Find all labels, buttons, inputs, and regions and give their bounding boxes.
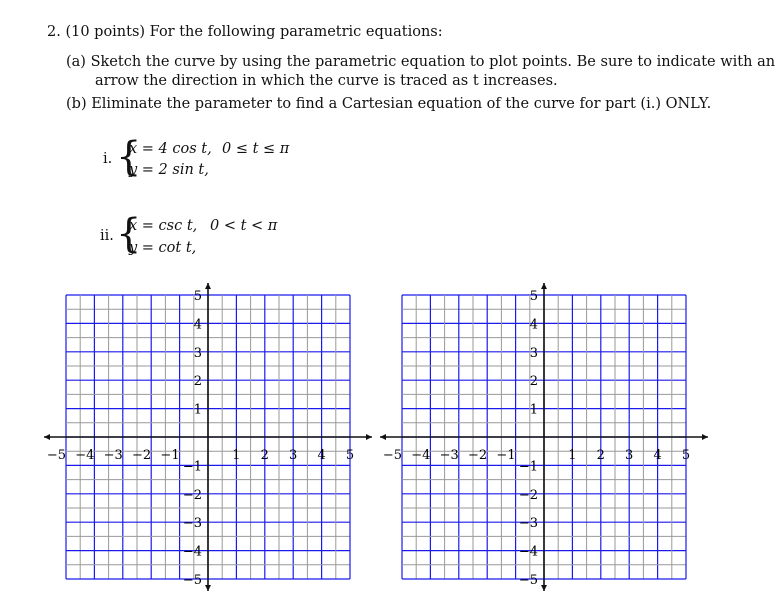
x-tick-label: 4: [317, 448, 326, 463]
x-tick-label: −2: [468, 448, 488, 463]
x-tick-label: 2: [260, 448, 269, 463]
graph-ii: [380, 283, 708, 591]
y-tick-label: −5: [182, 573, 202, 588]
y-tick-label: 1: [529, 402, 538, 418]
y-tick-label: 2: [529, 374, 538, 390]
x-tick-label: −1: [496, 448, 516, 463]
x-tick-label: −3: [103, 448, 123, 463]
y-tick-label: −1: [518, 459, 538, 475]
y-tick-label: −4: [518, 544, 538, 560]
y-tick-label: 2: [193, 374, 202, 390]
y-tick-label: 3: [193, 345, 202, 361]
part-a-text: (a) Sketch the curve by using the parametric equation to plot points. Be sure to indicate with an: [66, 54, 776, 70]
x-tick-label: −5: [382, 448, 402, 463]
x-tick-label: 1: [568, 448, 577, 463]
x-tick-label: −3: [439, 448, 459, 463]
y-tick-label: 5: [193, 289, 202, 304]
eq-i-range: 0 ≤ t ≤ π: [222, 141, 290, 157]
x-tick-label: 1: [232, 448, 241, 463]
x-tick-label: 3: [289, 448, 298, 463]
eq-ii-label: ii.: [100, 228, 114, 244]
x-tick-label: −5: [46, 448, 66, 463]
eq-i-x: x = 4 cos t,: [129, 141, 212, 157]
y-tick-label: 3: [529, 345, 538, 361]
y-tick-label: 5: [529, 289, 538, 304]
y-tick-label: −2: [182, 487, 202, 503]
eq-ii-range: 0 < t < π: [210, 218, 278, 234]
x-tick-label: 3: [625, 448, 634, 463]
x-tick-label: 2: [596, 448, 605, 463]
y-tick-label: −1: [182, 459, 202, 475]
brace: {: [116, 134, 142, 180]
eq-ii-x: x = csc t,: [129, 218, 198, 234]
y-tick-label: −5: [518, 573, 538, 588]
x-tick-label: −1: [160, 448, 180, 463]
eq-ii-y: y = cot t,: [129, 240, 197, 256]
y-tick-label: −3: [518, 516, 538, 532]
y-tick-label: 4: [193, 317, 202, 333]
x-tick-label: −4: [75, 448, 95, 463]
y-tick-label: −3: [182, 516, 202, 532]
eq-i-y: y = 2 sin t,: [129, 162, 209, 178]
y-tick-label: 4: [529, 317, 538, 333]
y-tick-label: −2: [518, 487, 538, 503]
part-a-text-cont: arrow the direction in which the curve is traced as t increases.: [95, 73, 558, 89]
y-tick-label: 1: [193, 402, 202, 418]
part-b-text: (b) Eliminate the parameter to find a Cartesian equation of the curve for part (i.) ONLY.: [66, 96, 712, 112]
x-tick-label: 5: [345, 448, 355, 463]
brace: {: [116, 211, 142, 257]
x-tick-label: −4: [411, 448, 431, 463]
x-tick-label: −2: [132, 448, 152, 463]
eq-i-label: i.: [103, 151, 113, 167]
x-tick-label: 4: [653, 448, 662, 463]
graph-i: [44, 283, 372, 591]
problem-heading: 2. (10 points) For the following parametric equations:: [47, 24, 443, 40]
y-tick-label: −4: [182, 544, 202, 560]
x-tick-label: 5: [681, 448, 691, 463]
